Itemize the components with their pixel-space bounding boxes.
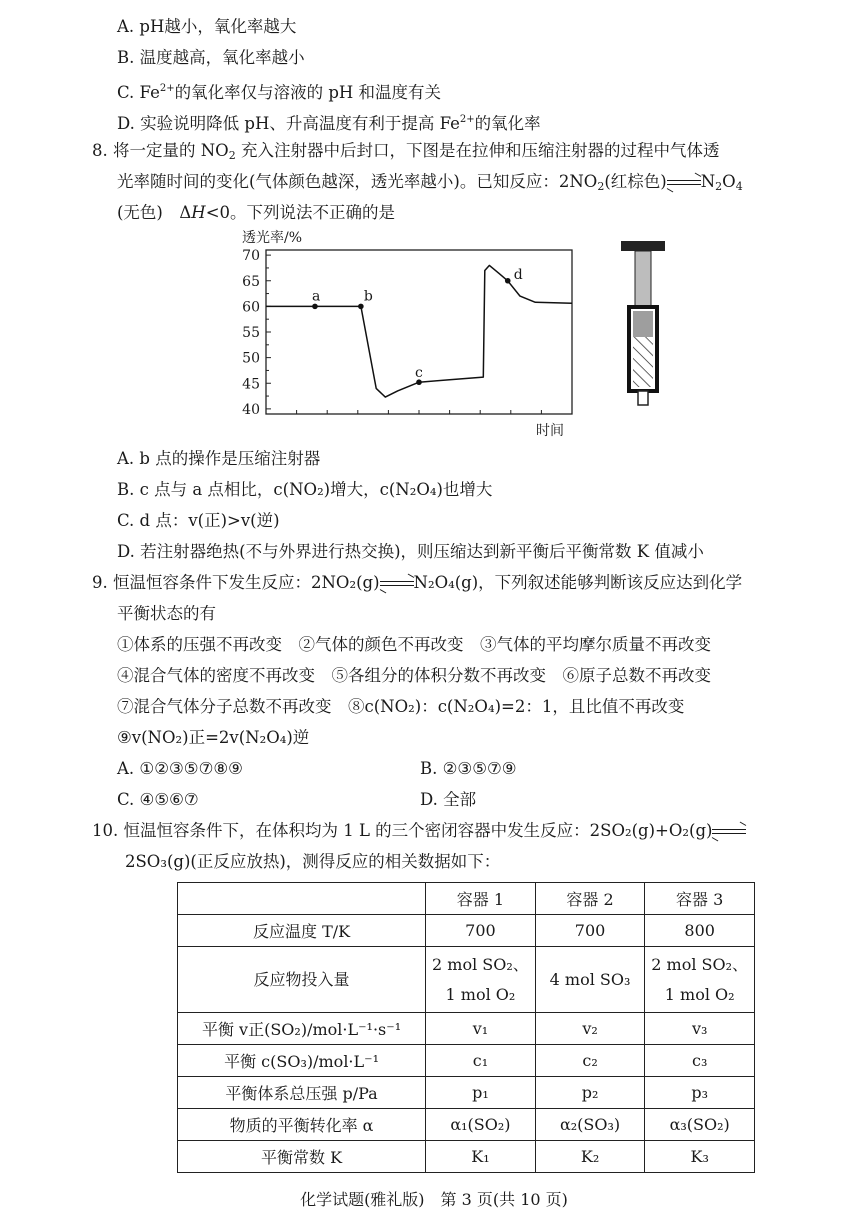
value-cell: α₂(SO₃) xyxy=(535,1109,645,1141)
y-tick-label: 40 xyxy=(242,401,260,418)
table-row xyxy=(178,1077,755,1109)
value-cell: K₃ xyxy=(645,1141,755,1173)
value-cell: 800 xyxy=(645,915,755,947)
value-cell: 700 xyxy=(426,915,536,947)
y-tick-label: 55 xyxy=(242,325,260,341)
value-cell: α₃(SO₂) xyxy=(645,1109,755,1141)
point-label-b: b xyxy=(363,288,373,305)
q10-stem-line2: 2SO₃(g)(正反应放热)，测得反应的相关数据如下： xyxy=(125,852,501,871)
q10-stem-line1: 10. 恒温恒容条件下，在体积均为 1 L 的三个密闭容器中发生反应：2SO₂(g)+O₂(g) xyxy=(92,820,746,842)
value-cell: v₁ xyxy=(426,1013,536,1045)
point-label-a: a xyxy=(311,288,321,305)
value-cell: 容器 3 xyxy=(645,883,755,915)
q9-statements-1: ①体系的压强不再改变 ②气体的颜色不再改变 ③气体的平均摩尔质量不再改变 xyxy=(117,635,711,654)
q9-stem-line2: 平衡状态的有 xyxy=(117,604,216,623)
q8-option-b: B. c 点与 a 点相比，c(NO₂)增大，c(N₂O₄)也增大 xyxy=(117,480,493,499)
q8-option-a: A. b 点的操作是压缩注射器 xyxy=(117,449,321,468)
q9-option-d: D. 全部 xyxy=(420,790,477,809)
value-cell: 700 xyxy=(535,915,645,947)
q9-stem-line1: 9. 恒温恒容条件下发生反应：2NO₂(g) N₂O₄(g)，下列叙述能够判断该反应达到化学 xyxy=(92,573,743,592)
value-cell: p₃ xyxy=(645,1077,755,1109)
value-cell: p₂ xyxy=(535,1077,645,1109)
row-label-cell: 平衡常数 K xyxy=(178,1141,426,1173)
q9-statements-3: ⑦混合气体分子总数不再改变 ⑧c(NO₂)：c(N₂O₄)=2：1，且比值不再改变 xyxy=(117,697,685,716)
value-cell: α₁(SO₂) xyxy=(426,1109,536,1141)
q7-option-d: D. 实验说明降低 pH、升高温度有利于提高 $Fe^{2+}$的氧化率 xyxy=(117,114,541,133)
reaction-data-table xyxy=(177,882,755,1173)
table-header-row xyxy=(178,883,755,915)
row-label-cell: 反应物投入量 xyxy=(178,947,426,1013)
row-label-cell: 反应温度 T/K xyxy=(178,915,426,947)
table-row xyxy=(178,1141,755,1173)
value-cell: 容器 2 xyxy=(535,883,645,915)
q8-stem-line1: 8. 将一定量的 $NO_2$ 充入注射器中后封口，下图是在拉伸和压缩注射器的过程中气体透 xyxy=(92,141,720,162)
row-label-cell: 平衡 c(SO₃)/mol·L⁻¹ xyxy=(178,1045,426,1077)
value-cell: c₂ xyxy=(535,1045,645,1077)
value-cell: v₂ xyxy=(535,1013,645,1045)
equilibrium-arrow-icon xyxy=(380,578,414,590)
value-cell: K₂ xyxy=(535,1141,645,1173)
q9-statements-2: ④混合气体的密度不再改变 ⑤各组分的体积分数不再改变 ⑥原子总数不再改变 xyxy=(117,666,711,685)
row-label-cell: 平衡体系总压强 p/Pa xyxy=(178,1077,426,1109)
chart-ylabel: 透光率/% xyxy=(242,230,303,246)
table-row xyxy=(178,947,755,1013)
syringe-icon xyxy=(612,235,672,415)
point-b xyxy=(358,304,364,310)
value-cell: K₁ xyxy=(426,1141,536,1173)
row-label-cell: 物质的平衡转化率 α xyxy=(178,1109,426,1141)
value-cell: p₁ xyxy=(426,1077,536,1109)
value-cell: 4 mol SO₃ xyxy=(535,947,645,1013)
q9-option-a: A. ①②③⑤⑦⑧⑨ xyxy=(117,759,243,778)
point-d xyxy=(505,278,511,284)
table-row xyxy=(178,915,755,947)
value-cell: 2 mol SO₂、 1 mol O₂ xyxy=(645,947,755,1013)
row-label-cell: 平衡 v正(SO₂)/mol·L⁻¹·s⁻¹ xyxy=(178,1013,426,1045)
q8-option-d: D. 若注射器绝热(不与外界进行热交换)，则压缩达到新平衡后平衡常数 K 值减小 xyxy=(117,542,704,561)
value-cell: 容器 1 xyxy=(426,883,536,915)
q9-statements-4: ⑨v(NO₂)正=2v(N₂O₄)逆 xyxy=(117,728,310,747)
chart-frame xyxy=(266,250,572,414)
table-row xyxy=(178,1013,755,1045)
page-footer: 化学试题(雅礼版) 第 3 页(共 10 页) xyxy=(300,1190,568,1209)
table-row xyxy=(178,1045,755,1077)
equilibrium-arrow-icon xyxy=(712,826,746,838)
chart-xlabel: 时间 xyxy=(536,423,564,439)
q8-stem-line2: 光率随时间的变化(气体颜色越深，透光率越小)。已知反应：$2NO_2$(红棕色) $N_2O_4$ xyxy=(117,172,743,193)
value-cell: c₁ xyxy=(426,1045,536,1077)
q9-option-c: C. ④⑤⑥⑦ xyxy=(117,790,199,809)
q7-option-b: B. 温度越高，氧化率越小 xyxy=(117,48,305,67)
y-tick-label: 65 xyxy=(242,273,260,290)
value-cell: c₃ xyxy=(645,1045,755,1077)
row-label-cell xyxy=(178,883,426,915)
y-tick-label: 60 xyxy=(242,299,260,316)
table-row xyxy=(178,1109,755,1141)
q9-option-b: B. ②③⑤⑦⑨ xyxy=(420,759,517,778)
q8-option-c: C. d 点：v(正)>v(逆) xyxy=(117,511,280,530)
value-cell: v₃ xyxy=(645,1013,755,1045)
y-tick-label: 45 xyxy=(242,376,260,393)
equilibrium-arrow-icon xyxy=(667,177,701,189)
point-label-c: c xyxy=(415,365,423,382)
point-a xyxy=(312,304,318,310)
value-cell: 2 mol SO₂、 1 mol O₂ xyxy=(426,947,536,1013)
point-label-d: d xyxy=(513,266,523,283)
q8-stem-line3: (无色) ΔH<0。下列说法不正确的是 xyxy=(117,203,396,222)
transmittance-chart xyxy=(220,228,580,448)
y-tick-label: 70 xyxy=(242,248,260,265)
q7-option-c: C. $Fe^{2+}$的氧化率仅与溶液的 pH 和温度有关 xyxy=(117,83,442,102)
q7-option-a: A. pH越小，氧化率越大 xyxy=(117,17,297,36)
y-tick-label: 50 xyxy=(242,350,260,367)
